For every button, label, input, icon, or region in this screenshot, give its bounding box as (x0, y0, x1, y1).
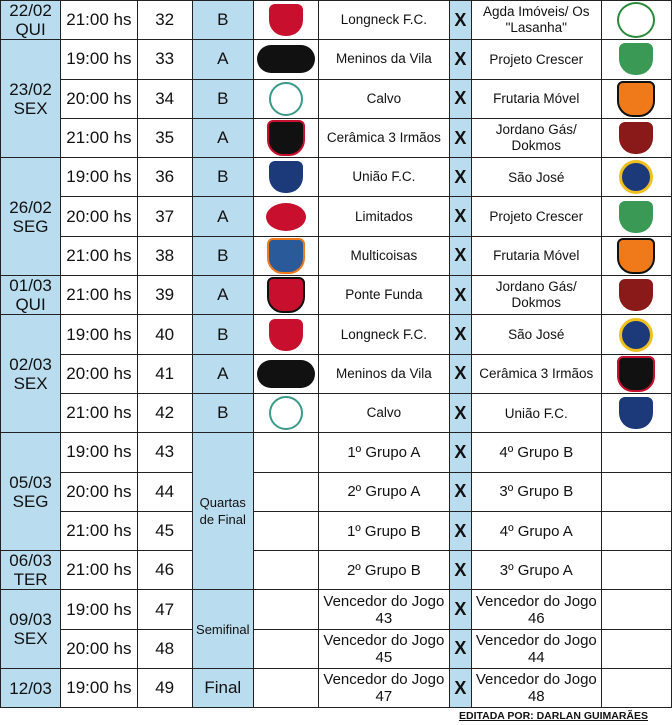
time-cell: 19:00 hs (61, 433, 137, 472)
vs-cell: X (449, 315, 471, 354)
home-logo-cell (253, 354, 318, 393)
away-team: São José (472, 315, 602, 354)
away-logo-cell (601, 590, 671, 629)
away-logo-cell (601, 433, 671, 472)
vs-cell: X (449, 472, 471, 511)
table-row (1, 40, 672, 79)
away-team: Frutaria Móvel (472, 79, 602, 118)
ceramica-logo-icon (617, 356, 655, 392)
date-cell: 26/02 SEG (1, 158, 61, 276)
game-number: 41 (137, 354, 192, 393)
home-team: Calvo (319, 393, 450, 432)
agda-logo-icon (617, 2, 655, 38)
vs-cell: X (449, 511, 471, 550)
game-number: 42 (137, 393, 192, 432)
home-logo-cell (253, 393, 318, 432)
jordano-logo-icon (619, 279, 653, 311)
longneck-logo-icon (269, 319, 303, 351)
time-cell: 21:00 hs (61, 1, 137, 40)
time-cell: 19:00 hs (61, 590, 137, 629)
table-row (1, 79, 672, 118)
group-cell: A (192, 276, 253, 315)
game-number: 45 (137, 511, 192, 550)
time-cell: 21:00 hs (61, 236, 137, 275)
time-cell: 21:00 hs (61, 118, 137, 157)
time-cell: 21:00 hs (61, 276, 137, 315)
time-cell: 20:00 hs (61, 354, 137, 393)
away-logo-cell (601, 197, 671, 236)
home-team: Ponte Funda (319, 276, 450, 315)
frutaria-logo-icon (617, 238, 655, 274)
date-cell: 09/03 SEX (1, 590, 61, 669)
game-number: 46 (137, 551, 192, 590)
away-logo-cell (601, 629, 671, 668)
game-number: 43 (137, 433, 192, 472)
away-logo-cell (601, 276, 671, 315)
table-row (1, 629, 672, 668)
time-cell: 19:00 hs (61, 669, 137, 708)
away-team: Vencedor do Jogo 48 (472, 669, 602, 708)
away-team: União F.C. (472, 393, 602, 432)
away-logo-cell (601, 393, 671, 432)
away-logo-cell (601, 472, 671, 511)
longneck-logo-icon (269, 4, 303, 36)
group-cell: A (192, 40, 253, 79)
home-logo-cell (253, 276, 318, 315)
vs-cell: X (449, 354, 471, 393)
home-team: Multicoisas (319, 236, 450, 275)
away-logo-cell (601, 1, 671, 40)
away-logo-cell (601, 511, 671, 550)
table-row (1, 472, 672, 511)
away-team: Agda Imóveis/ Os "Lasanha" (472, 1, 602, 40)
uniao-logo-icon (269, 161, 303, 193)
table-row (1, 590, 672, 629)
ponte-funda-logo-icon (267, 277, 305, 313)
away-team: 4º Grupo A (472, 511, 602, 550)
vs-cell: X (449, 276, 471, 315)
game-number: 47 (137, 590, 192, 629)
sao-jose-logo-icon (619, 318, 653, 352)
game-number: 34 (137, 79, 192, 118)
time-cell: 21:00 hs (61, 511, 137, 550)
home-logo-cell (253, 551, 318, 590)
home-team: Cerâmica 3 Irmãos (319, 118, 450, 157)
projeto-logo-icon (619, 201, 653, 233)
calvo-logo-icon (269, 82, 303, 116)
table-row (1, 551, 672, 590)
away-logo-cell (601, 79, 671, 118)
away-team: Cerâmica 3 Irmãos (472, 354, 602, 393)
table-row (1, 433, 672, 472)
time-cell: 21:00 hs (61, 393, 137, 432)
home-team: Meninos da Vila (319, 354, 450, 393)
date-cell: 05/03 SEG (1, 433, 61, 551)
time-cell: 21:00 hs (61, 551, 137, 590)
time-cell: 19:00 hs (61, 40, 137, 79)
time-cell: 20:00 hs (61, 472, 137, 511)
game-number: 48 (137, 629, 192, 668)
away-logo-cell (601, 40, 671, 79)
away-logo-cell (601, 158, 671, 197)
table-row (1, 315, 672, 354)
jordano-logo-icon (619, 122, 653, 154)
home-logo-cell (253, 629, 318, 668)
group-cell: B (192, 393, 253, 432)
table-row (1, 393, 672, 432)
vs-cell: X (449, 197, 471, 236)
home-team: Longneck F.C. (319, 315, 450, 354)
date-cell: 01/03 QUI (1, 276, 61, 315)
ceramica-logo-icon (267, 120, 305, 156)
vs-cell: X (449, 669, 471, 708)
vs-cell: X (449, 433, 471, 472)
stage-quartas: Quartas de Final (192, 433, 253, 590)
game-number: 40 (137, 315, 192, 354)
vs-cell: X (449, 629, 471, 668)
home-team: Calvo (319, 79, 450, 118)
group-cell: A (192, 118, 253, 157)
group-cell: A (192, 354, 253, 393)
away-team: Vencedor do Jogo 46 (472, 590, 602, 629)
home-logo-cell (253, 158, 318, 197)
away-team: Frutaria Móvel (472, 236, 602, 275)
away-team: Projeto Crescer (472, 197, 602, 236)
game-number: 33 (137, 40, 192, 79)
editor-credit: EDITADA POR: DARLAN GUIMARÃES (459, 710, 648, 722)
projeto-logo-icon (619, 43, 653, 75)
away-logo-cell (601, 551, 671, 590)
table-row (1, 354, 672, 393)
table-row (1, 118, 672, 157)
table-row (1, 236, 672, 275)
game-number: 36 (137, 158, 192, 197)
home-team: Limitados (319, 197, 450, 236)
table-row (1, 276, 672, 315)
away-logo-cell (601, 118, 671, 157)
date-cell: 06/03 TER (1, 551, 61, 590)
group-cell: B (192, 236, 253, 275)
away-team: Jordano Gás/ Dokmos (472, 276, 602, 315)
away-team: Vencedor do Jogo 44 (472, 629, 602, 668)
home-team: Longneck F.C. (319, 1, 450, 40)
away-logo-cell (601, 354, 671, 393)
game-number: 38 (137, 236, 192, 275)
stage-semi: Semifinal (192, 590, 253, 669)
home-logo-cell (253, 433, 318, 472)
home-logo-cell (253, 236, 318, 275)
meninos-logo-icon (257, 45, 315, 73)
away-team: 3º Grupo A (472, 551, 602, 590)
group-cell: B (192, 79, 253, 118)
vs-cell: X (449, 158, 471, 197)
table-row (1, 158, 672, 197)
home-team: Meninos da Vila (319, 40, 450, 79)
home-team: 1º Grupo A (319, 433, 450, 472)
time-cell: 19:00 hs (61, 315, 137, 354)
uniao-logo-icon (619, 397, 653, 429)
home-team: Vencedor do Jogo 47 (319, 669, 450, 708)
away-team: 3º Grupo B (472, 472, 602, 511)
home-team: União F.C. (319, 158, 450, 197)
home-logo-cell (253, 40, 318, 79)
vs-cell: X (449, 236, 471, 275)
group-cell: B (192, 158, 253, 197)
game-number: 39 (137, 276, 192, 315)
away-team: 4º Grupo B (472, 433, 602, 472)
limitados-logo-icon (266, 203, 306, 231)
away-logo-cell (601, 236, 671, 275)
game-number: 49 (137, 669, 192, 708)
stage-final: Final (192, 669, 253, 708)
meninos-logo-icon (257, 360, 315, 388)
home-logo-cell (253, 197, 318, 236)
home-team: 1º Grupo B (319, 511, 450, 550)
sao-jose-logo-icon (619, 160, 653, 194)
away-team: Jordano Gás/ Dokmos (472, 118, 602, 157)
home-logo-cell (253, 472, 318, 511)
game-number: 32 (137, 1, 192, 40)
vs-cell: X (449, 1, 471, 40)
game-number: 37 (137, 197, 192, 236)
home-logo-cell (253, 511, 318, 550)
home-logo-cell (253, 1, 318, 40)
vs-cell: X (449, 118, 471, 157)
calvo-logo-icon (269, 396, 303, 430)
vs-cell: X (449, 79, 471, 118)
table-row (1, 1, 672, 40)
vs-cell: X (449, 393, 471, 432)
date-cell: 12/03 (1, 669, 61, 708)
time-cell: 20:00 hs (61, 629, 137, 668)
time-cell: 20:00 hs (61, 79, 137, 118)
table-row (1, 511, 672, 550)
time-cell: 20:00 hs (61, 197, 137, 236)
vs-cell: X (449, 40, 471, 79)
home-team: Vencedor do Jogo 45 (319, 629, 450, 668)
group-cell: B (192, 315, 253, 354)
home-logo-cell (253, 118, 318, 157)
away-logo-cell (601, 669, 671, 708)
group-cell: A (192, 197, 253, 236)
game-number: 35 (137, 118, 192, 157)
home-logo-cell (253, 590, 318, 629)
game-number: 44 (137, 472, 192, 511)
vs-cell: X (449, 590, 471, 629)
date-cell: 02/03 SEX (1, 315, 61, 433)
home-team: 2º Grupo A (319, 472, 450, 511)
time-cell: 19:00 hs (61, 158, 137, 197)
table-row (1, 197, 672, 236)
date-cell: 22/02 QUI (1, 1, 61, 40)
away-logo-cell (601, 315, 671, 354)
home-logo-cell (253, 315, 318, 354)
frutaria-logo-icon (617, 81, 655, 117)
away-team: São José (472, 158, 602, 197)
away-team: Projeto Crescer (472, 40, 602, 79)
home-logo-cell (253, 669, 318, 708)
table-row (1, 669, 672, 708)
group-cell: B (192, 1, 253, 40)
vs-cell: X (449, 551, 471, 590)
multicoisas-logo-icon (267, 238, 305, 274)
date-cell: 23/02 SEX (1, 40, 61, 158)
home-team: Vencedor do Jogo 43 (319, 590, 450, 629)
home-team: 2º Grupo B (319, 551, 450, 590)
home-logo-cell (253, 79, 318, 118)
